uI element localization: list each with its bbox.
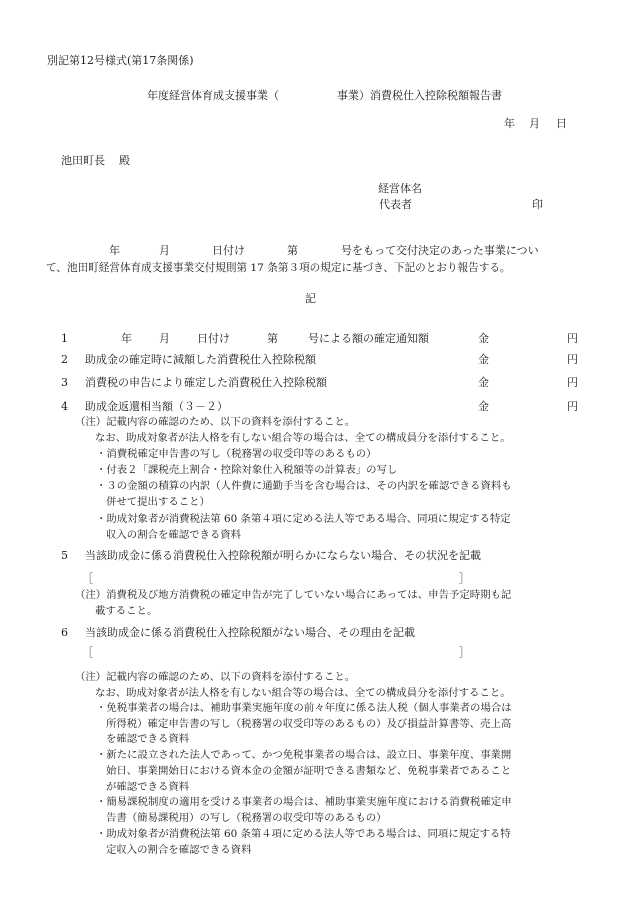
addressee-name: 池田町長 [61,154,105,167]
item6-bracket-close: ］ [459,646,470,659]
item2-number: 2 [61,353,68,366]
item2-currency: 金 [478,353,489,366]
form-number: 別記第12号様式(第17条関係) [47,54,194,67]
addressee-suffix: 殿 [119,154,130,167]
item2-yen: 円 [567,353,578,366]
item1-number: 1 [61,332,68,345]
representative-label: 代表者 [379,198,412,211]
item6-number: 6 [61,626,68,639]
item5-bracket-close: ］ [459,572,470,585]
note6-line: なお、助成対象者が法人格を有しない組合等の場合は、全ての構成員分を添付すること。 [95,687,511,699]
item4-number: 4 [61,400,68,413]
note4-line: 併せて提出すること） [106,496,210,508]
item1-date-suffix: 日付け [197,332,230,345]
item5-bracket-open: ［ [82,572,93,585]
item6-text: 当該助成金に係る消費税仕入控除税額がない場合、その理由を記載 [85,626,415,639]
note5-line: （注）消費税及び地方消費税の確定申告が完了していない場合にあっては、申告予定時期も記 [75,589,512,601]
date-day: 日 [556,117,567,130]
note4-line: （注）記載内容の確認のため、以下の資料を添付すること。 [75,416,356,428]
item3-number: 3 [61,376,68,389]
intro-year: 年 [109,244,120,257]
note4-line: 収入の割合を確認できる資料 [106,529,242,541]
note6-line: 始日、事業開始日における資本金の金額が証明できる書類など、免税事業者であること [106,765,512,777]
note4-line: ・付表２「課税売上割合・控除対象仕入税額等の計算表」の写し [96,464,398,476]
note6-line: ・免税事業者の場合は、補助事業実施年度の前々年度に係る法人税（個人事業者の場合は [96,702,512,714]
note6-line: を確認できる資料 [106,733,190,745]
note6-line: （注）記載内容の確認のため、以下の資料を添付すること。 [75,671,356,683]
title-part2: 事業）消費税仕入控除税額報告書 [337,89,502,102]
intro-line1-rest: 号をもって交付決定のあった事業につい [341,244,539,257]
note4-line: なお、助成対象者が法人格を有しない組合等の場合は、全ての構成員分を添付すること。 [95,432,511,444]
item5-number: 5 [61,549,68,562]
ki-heading: 記 [305,292,316,305]
item1-number-prefix: 第 [267,332,278,345]
item2-text: 助成金の確定時に減額した消費税仕入控除税額 [85,353,316,366]
item1-yen: 円 [567,332,578,345]
item3-yen: 円 [567,376,578,389]
item1-text: 号による額の確定通知額 [308,332,429,345]
item1-currency: 金 [478,332,489,345]
item6-bracket-open: ［ [82,646,93,659]
intro-line2: て、池田町経営体育成支援事業交付規則第 17 条第３項の規定に基づき、下記のとおり報告する。 [46,262,511,274]
intro-month: 月 [159,244,170,257]
entity-name-label: 経営体名 [378,182,422,195]
note5-line: 載すること。 [95,605,158,617]
item3-text: 消費税の申告により確定した消費税仕入控除税額 [85,376,327,389]
note6-line: 所得税）確定申告書の写し（税務署の収受印等のあるもの）及び損益計算書等、売上高 [106,718,512,730]
note6-line: ・助成対象者が消費税法第 60 条第４項に定める法人等である場合は、同項に規定する特 [96,828,511,840]
item3-currency: 金 [478,376,489,389]
intro-number-prefix: 第 [287,244,298,257]
item4-text: 助成金返還相当額（３－２） [85,400,228,413]
note6-line: ・簡易課税制度の適用を受ける事業者の場合は、補助事業実施年度における消費税確定申 [96,796,512,808]
intro-date-suffix: 日付け [212,244,245,257]
item1-month: 月 [159,332,170,345]
item4-currency: 金 [478,400,489,413]
note4-line: ・消費税確定申告書の写し（税務署の収受印等のあるもの） [96,448,377,460]
item5-text: 当該助成金に係る消費税仕入控除税額が明らかにならない場合、その状況を記載 [85,549,481,562]
seal-mark: 印 [532,198,543,211]
title-part1: 年度経営体育成支援事業（ [147,89,279,102]
note6-line: ・新たに設立された法人であって、かつ免税事業者の場合は、設立日、事業年度、事業開 [96,749,512,761]
date-year: 年 [504,117,515,130]
note6-line: 告書（簡易課税用）の写し（税務署の収受印等のあるもの） [106,812,387,824]
note4-line: ・３の金額の積算の内訳（人件費に通勤手当を含む場合は、その内訳を確認できる資料も [96,480,512,492]
date-month: 月 [529,117,540,130]
note6-line: 定収入の割合を確認できる資料 [106,844,252,856]
note4-line: ・助成対象者が消費税法第 60 条第４項に定める法人等である場合、同項に規定する特定 [96,513,511,525]
item1-year: 年 [121,332,132,345]
note6-line: が確認できる資料 [106,781,190,793]
item4-yen: 円 [567,400,578,413]
